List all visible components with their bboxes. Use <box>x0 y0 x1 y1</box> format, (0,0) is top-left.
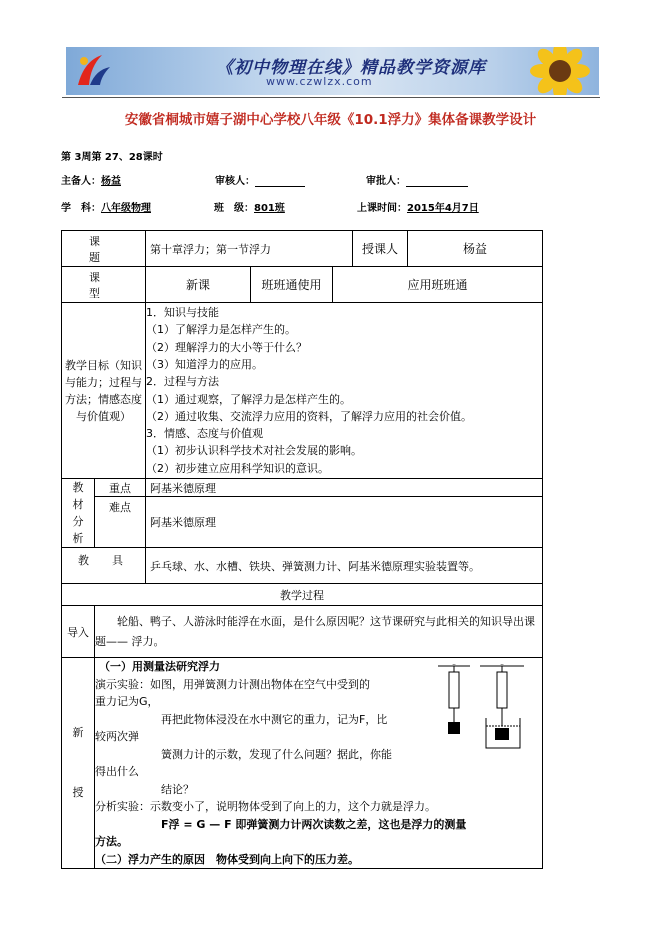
content-line: 分析实验：示数变小了，说明物体受到了向上的力，这个力就是浮力。 <box>95 800 436 813</box>
approver-line <box>366 172 468 187</box>
new-lesson-content <box>95 658 543 869</box>
objectives-list <box>146 303 543 479</box>
key-label: 重点 <box>95 479 146 497</box>
topic-label: 课 题 <box>62 231 146 267</box>
difficulty-value: 阿基米德原理 <box>146 497 543 548</box>
approver-label: 审批人： <box>366 176 406 187</box>
objective-line: 2．过程与方法 <box>146 375 219 389</box>
preparer-line <box>61 172 121 187</box>
content-line: 簧测力计的示数，发现了什么问题？据此，你能 <box>161 747 392 761</box>
header-rule <box>62 97 600 98</box>
subject-value: 八年级物理 <box>101 203 151 214</box>
key-value: 阿基米德原理 <box>146 479 543 497</box>
content-line: 方法。 <box>95 835 128 848</box>
objective-line: （2）理解浮力的大小等于什么？ <box>146 340 307 354</box>
objective-line: （1）通过观察，了解浮力是怎样产生的。 <box>146 392 351 406</box>
objective-line: （2）初步建立应用科学知识的意识。 <box>146 461 329 475</box>
objective-line: 3．情感、态度与价值观 <box>146 427 263 441</box>
content-line: 结论？ <box>161 782 194 796</box>
content-line: 较两次弹 <box>95 730 139 743</box>
date-line <box>357 199 479 214</box>
intro-label: 导入 <box>62 606 95 658</box>
date-value: 2015年4月7日 <box>407 203 479 214</box>
date-label: 上课时间： <box>357 203 407 214</box>
difficulty-label: 难点 <box>95 497 146 548</box>
preparer-name: 杨益 <box>101 176 121 187</box>
subject-label: 学 科： <box>61 203 101 214</box>
week-info: 第 3周第 27、28课时 <box>61 152 163 163</box>
type-value: 新课 <box>146 267 251 303</box>
spring-scale-apparatus-icon <box>434 664 534 752</box>
lesson-table <box>61 230 543 869</box>
tool-value: 应用班班通 <box>333 267 543 303</box>
topic-value: 第十章浮力；第一节浮力 <box>146 231 353 267</box>
objective-line: 1．知识与技能 <box>146 306 219 320</box>
header-banner <box>66 47 599 95</box>
section-heading: （一）用测量法研究浮力 <box>99 660 220 673</box>
class-line <box>214 199 285 214</box>
class-value: 801班 <box>254 203 285 214</box>
objective-line: （2）通过收集、交流浮力应用的资料，了解浮力应用的社会价值。 <box>146 409 472 423</box>
objective-line: （3）知道浮力的应用。 <box>146 357 263 371</box>
document-title: 安徽省桐城市嬉子湖中心学校八年级《10.1浮力》集体备课教学设计 <box>124 112 537 128</box>
type-label: 课 型 <box>62 267 146 303</box>
content-line: 演示实验：如图，用弹簧测力计测出物体在空气中受到的 <box>95 677 370 691</box>
reviewer-blank <box>255 176 305 187</box>
preparer-label: 主备人： <box>61 176 101 187</box>
objective-line: （1）初步认识科学技术对社会发展的影响。 <box>146 444 362 458</box>
intro-text: 轮船、鸭子、人游泳时能浮在水面，是什么原因呢？这节课研究与此相关的知识导出课题—— 浮力。 <box>95 606 543 658</box>
logo-icon <box>72 51 116 91</box>
objective-line: （1）了解浮力是怎样产生的。 <box>146 323 296 337</box>
reviewer-line <box>215 172 305 187</box>
content-line: 重力记为G， <box>95 695 159 708</box>
analysis-label: 教材分析 <box>62 479 95 548</box>
tool-label: 班班通使用 <box>251 267 333 303</box>
subject-line <box>61 199 151 214</box>
process-header: 教学过程 <box>62 584 543 606</box>
content-line: 再把此物体浸没在水中测它的重力，记为F，比 <box>161 712 388 726</box>
sunflower-icon <box>525 47 595 95</box>
section-heading: （二）浮力产生的原因 物体受到向上向下的压力差。 <box>95 852 359 866</box>
formula-line: F浮 = G — F 即弹簧测力计两次读数之差，这也是浮力的测量 <box>161 817 467 831</box>
tools-label: 教 具 <box>62 548 146 584</box>
banner-title: 《初中物理在线》精品教学资源库 <box>216 58 486 78</box>
teacher-value: 杨益 <box>408 231 543 267</box>
reviewer-label: 审核人： <box>215 176 255 187</box>
class-label: 班 级： <box>214 203 254 214</box>
banner-url: www.czwlzx.com <box>266 75 373 88</box>
content-line: 得出什么 <box>95 765 139 778</box>
objectives-label: 教学目标（知识与能力；过程与方法；情感态度与价值观） <box>62 303 146 479</box>
new-lesson-label: 新授 <box>62 658 95 869</box>
approver-blank <box>406 176 468 187</box>
teacher-label: 授课人 <box>353 231 408 267</box>
tools-value: 乒乓球、水、水槽、铁块、弹簧测力计、阿基米德原理实验装置等。 <box>146 548 543 584</box>
